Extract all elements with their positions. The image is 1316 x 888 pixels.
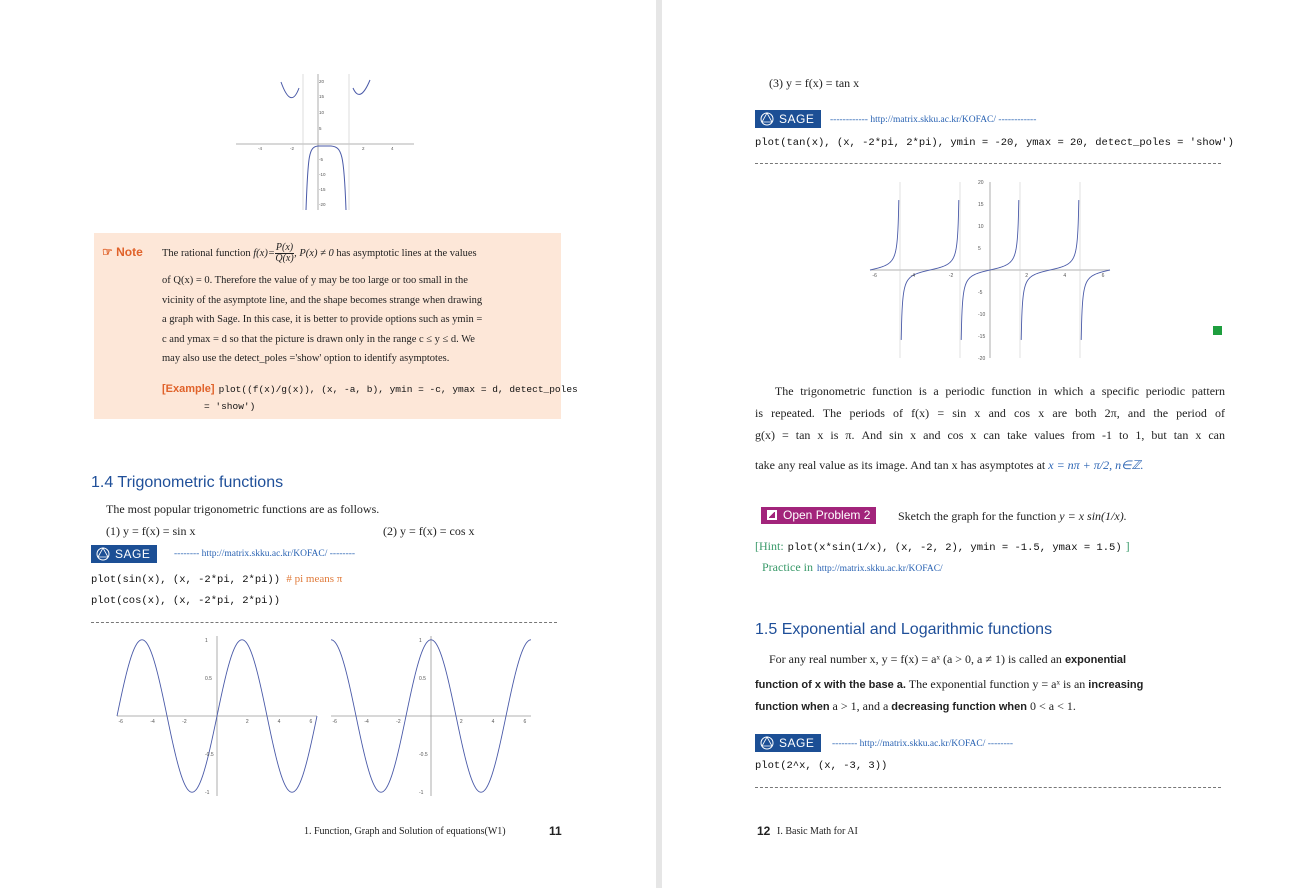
x-tick-label: 2: [459, 719, 463, 725]
section-title-1-5: 1.5 Exponential and Logarithmic functions: [755, 621, 1053, 638]
y-tick-label: -5: [978, 290, 983, 296]
fraction-numerator: P(x): [275, 242, 294, 253]
note-label: Note: [116, 245, 143, 259]
y-tick-label: 1: [419, 637, 422, 644]
dashed-divider: [755, 787, 1221, 788]
open-problem-label: Open Problem 2: [783, 508, 871, 522]
y-tick-label: -20: [978, 356, 986, 362]
x-tick-label: 6: [309, 719, 313, 725]
y-tick-label: -0.5: [205, 752, 214, 759]
pencil-square-icon: [767, 510, 777, 520]
x-tick-label: -6: [118, 719, 123, 725]
y-tick-label: 5: [978, 246, 981, 252]
left-page: [0, 0, 656, 888]
x-tick-label: 6: [1101, 273, 1105, 279]
note-box: [94, 233, 578, 419]
note-text: The rational function: [162, 247, 251, 259]
intro-text: The most popular trigonometric functions are as follows.: [106, 502, 380, 516]
y-tick-label: 15: [978, 202, 984, 208]
x-tick-label: -6: [332, 719, 337, 725]
exp-bold: function of x with the base a.: [755, 679, 906, 691]
code-tan: plot(tan(x), (x, -2*pi, 2*pi), ymin = -20, ymax = 20, detect_poles = 'show'): [755, 137, 1234, 149]
y-tick-label: 0.5: [205, 675, 212, 682]
footer-chapter-text: 1. Function, Graph and Solution of equations(W1): [304, 826, 506, 837]
note-line-6: may also use the detect_poles ='show' option to identify asymptotes.: [162, 353, 450, 364]
sin-graph: [117, 636, 317, 796]
example-code-continued: = 'show'): [204, 401, 256, 412]
x-tick-label: 2: [1025, 273, 1028, 279]
para-text: The trigonometric function is a periodic function in which a specific periodic pattern: [774, 384, 1226, 398]
y-tick-label: -0.5: [419, 752, 428, 759]
rational-function-graph: [236, 74, 414, 210]
exp-bold: function when: [755, 701, 830, 713]
y-tick-label: 20: [978, 180, 984, 186]
code-exp: plot(2^x, (x, -3, 3)): [755, 760, 888, 772]
code-sin: plot(sin(x), (x, -2*pi, 2*pi)): [91, 574, 281, 586]
sage-badge-label: SAGE: [779, 112, 815, 126]
exp-line-3: [755, 696, 1225, 717]
x-tick-label: 6: [523, 719, 527, 725]
dashed-divider: [755, 163, 1221, 164]
fraction-denominator: Q(x): [275, 253, 294, 264]
y-tick: -20: [319, 202, 326, 207]
exp-bold: decreasing function when: [891, 701, 1027, 713]
note-line-3: vicinity of the asymptote line, and the shape becomes strange when drawing: [162, 295, 483, 306]
footer-book-title: I. Basic Math for AI: [777, 826, 858, 837]
exp-line-1: [769, 649, 1225, 670]
y-tick-label: -15: [978, 334, 986, 340]
x-tick-label: 4: [277, 719, 281, 725]
x-tick-label: -2: [948, 273, 954, 279]
sage-badge: [91, 545, 157, 563]
code-comment: # pi means π: [286, 573, 343, 585]
note-line-2: of Q(x) = 0. Therefore the value of y may be too large or too small in the: [162, 275, 468, 286]
kofac-link[interactable]: -------- http://matrix.skku.ac.kr/KOFAC/ --------: [174, 549, 356, 559]
asymptote-formula: x = nπ + π/2, n∈ℤ.: [1048, 458, 1144, 472]
sage-logo-icon: [95, 547, 111, 561]
open-problem-prompt: Sketch the graph for the function: [898, 509, 1057, 523]
pointing-hand-icon: ☞: [102, 245, 113, 259]
para-line-3: g(x) = tan x is π. And sin x and cos x can take values from -1 to 1, but tan x can: [755, 428, 1225, 442]
practice-line: [762, 558, 943, 576]
function-item-3: (3) y = f(x) = tan x: [769, 76, 860, 90]
note-example: [162, 379, 578, 397]
example-label: [Example]: [162, 383, 215, 395]
code-line-2: plot(cos(x), (x, -2*pi, 2*pi)): [91, 595, 281, 607]
open-problem-text: [898, 506, 1127, 526]
exp-text: For any real number x, y = f(x) = aˣ (a > 0, a ≠ 1) is called an: [769, 652, 1062, 666]
para-line-1: [755, 381, 1225, 401]
note-line-5: c and ymax = d so that the picture is drawn only in the range c ≤ y ≤ d. We: [162, 334, 475, 345]
page-number-right: 12: [757, 824, 771, 838]
y-tick-label: 0.5: [419, 675, 426, 682]
green-square-marker: [1213, 326, 1222, 335]
open-problem-badge: [761, 507, 876, 524]
y-tick: -15: [319, 187, 326, 192]
para-line-2: is repeated. The periods of f(x) = sin x and cos x are both 2π, and the period of: [755, 406, 1225, 420]
x-tick-label: -6: [872, 273, 877, 279]
x-tick: -2: [290, 146, 295, 151]
y-tick-label: 10: [978, 224, 984, 230]
exp-bold: exponential: [1064, 654, 1127, 666]
y-tick: 15: [319, 94, 325, 99]
para-line-4: [755, 455, 1225, 475]
sage-logo-icon: [759, 736, 775, 750]
sage-badge-label: SAGE: [779, 736, 815, 750]
x-tick-label: 2: [245, 719, 249, 725]
exp-bold: increasing: [1088, 679, 1144, 691]
exp-text: 0 < a < 1.: [1029, 699, 1076, 713]
x-tick-label: 4: [491, 719, 495, 725]
exp-text: The exponential function y = aˣ is an: [908, 677, 1086, 691]
note-math: , P(x) ≠ 0: [294, 247, 334, 259]
practice-link[interactable]: http://matrix.skku.ac.kr/KOFAC/: [816, 564, 943, 574]
open-problem-function: y = x sin(1/x).: [1059, 509, 1127, 523]
x-tick: -4: [258, 146, 263, 151]
dashed-divider: [91, 622, 557, 623]
y-tick-label: -1: [205, 790, 210, 797]
rational-fraction: [275, 243, 294, 264]
x-tick: 2: [362, 146, 365, 151]
exp-line-2: [755, 674, 1225, 695]
x-tick-label: -4: [910, 273, 916, 279]
x-tick-label: -2: [396, 719, 401, 725]
note-heading: [102, 245, 143, 259]
function-item-1: (1) y = f(x) = sin x: [106, 524, 196, 538]
note-text: has asymptotic lines at the values: [336, 247, 477, 259]
y-tick-label: 1: [205, 637, 208, 644]
sage-badge: [755, 734, 821, 752]
note-math: f(x)=: [253, 247, 275, 259]
y-tick: 10: [319, 110, 325, 115]
y-tick: 5: [319, 126, 322, 131]
x-tick: 4: [391, 146, 394, 151]
kofac-link[interactable]: -------- http://matrix.skku.ac.kr/KOFAC/ --------: [832, 739, 1014, 749]
function-item-2: (2) y = f(x) = cos x: [383, 524, 475, 538]
code-line-1: [91, 573, 342, 586]
note-line-1: [162, 243, 554, 264]
x-tick-label: 4: [1063, 273, 1067, 279]
sage-logo-icon: [759, 112, 775, 126]
note-line-4: a graph with Sage. In this case, it is better to provide options such as ymin =: [162, 314, 483, 325]
y-tick-label: -1: [419, 790, 424, 797]
hint-line: [755, 537, 1130, 555]
y-tick: -10: [319, 172, 326, 177]
y-tick: 20: [319, 79, 325, 84]
sage-badge-label: SAGE: [115, 547, 151, 561]
exp-text: a > 1, and a: [832, 699, 889, 713]
right-page: [662, 0, 1316, 888]
sage-badge: [755, 110, 821, 128]
x-tick-label: -4: [364, 719, 369, 725]
hint-label: [Hint:: [755, 539, 784, 553]
section-title-1-4: 1.4 Trigonometric functions: [91, 474, 284, 491]
tan-graph: [870, 180, 1110, 362]
practice-label: Practice in: [762, 560, 813, 574]
hint-close: ]: [1125, 539, 1130, 553]
cos-graph: [331, 636, 531, 796]
hint-code: plot(x*sin(1/x), (x, -2, 2), ymin = -1.5, ymax = 1.5): [787, 542, 1122, 554]
x-tick-label: -4: [150, 719, 155, 725]
kofac-link[interactable]: ------------ http://matrix.skku.ac.kr/KOFAC/ ------------: [830, 115, 1037, 125]
page-number-left: 11: [549, 824, 562, 838]
y-tick: -5: [319, 157, 324, 162]
x-tick-label: -2: [182, 719, 187, 725]
y-tick-label: -10: [978, 312, 986, 318]
para-text: take any real value as its image. And tan x has asymptotes at: [755, 458, 1046, 472]
example-code: plot((f(x)/g(x)), (x, -a, b), ymin = -c, ymax = d, detect_poles: [218, 384, 578, 395]
